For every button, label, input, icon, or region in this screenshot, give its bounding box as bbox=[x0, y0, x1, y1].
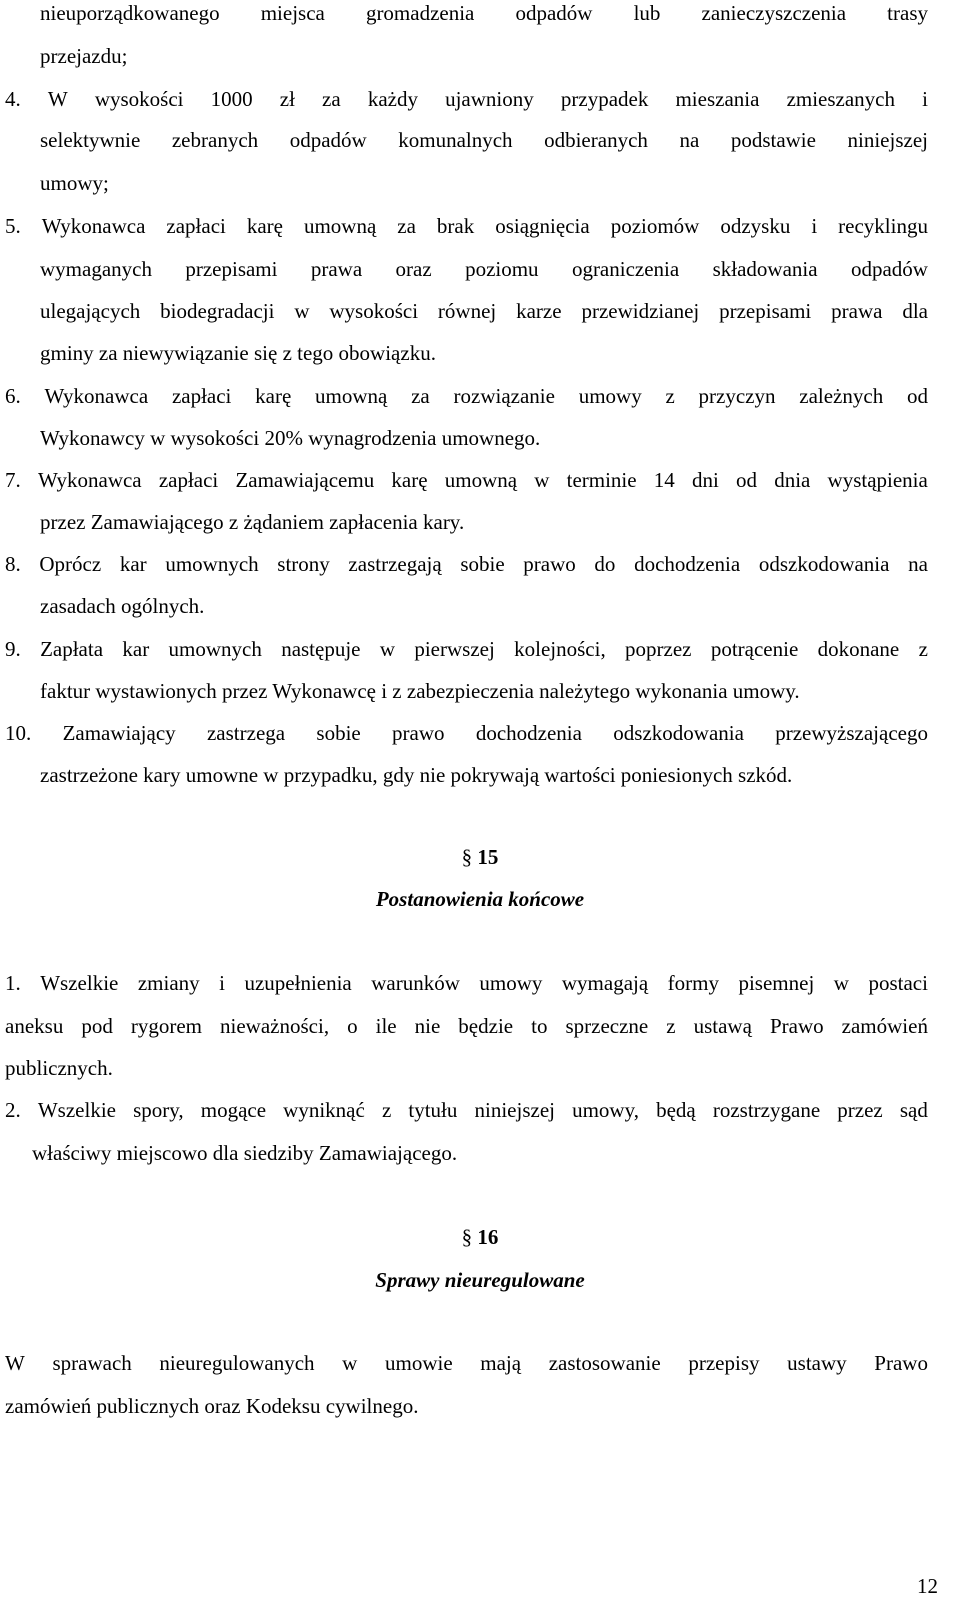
word: sprawach bbox=[52, 1351, 132, 1375]
text-line bbox=[5, 86, 928, 112]
word: osiągnięcia bbox=[495, 214, 590, 238]
word: z bbox=[665, 384, 675, 408]
word: 4. bbox=[5, 87, 21, 111]
word: Wszelkie bbox=[37, 1098, 116, 1122]
text-line bbox=[5, 970, 928, 996]
word: na bbox=[908, 552, 928, 576]
word: Prawo bbox=[874, 1351, 928, 1375]
text-line: przejazdu; bbox=[40, 44, 128, 68]
word: trasy bbox=[887, 1, 928, 25]
text-line: umowy; bbox=[40, 171, 109, 195]
word: postaci bbox=[868, 971, 928, 995]
section-15-title: Postanowienia końcowe bbox=[375, 887, 585, 911]
word: prawo bbox=[523, 552, 576, 576]
word: 8. bbox=[5, 552, 21, 576]
text-line: zasadach ogólnych. bbox=[40, 594, 205, 618]
word: uzupełnienia bbox=[244, 971, 352, 995]
word: formy bbox=[667, 971, 719, 995]
word: Zamawiającemu bbox=[235, 468, 375, 492]
word: przewyższającego bbox=[775, 721, 928, 745]
word: rozwiązanie bbox=[453, 384, 555, 408]
word: oraz bbox=[395, 257, 432, 281]
text-line: właściwy miejscowo dla siedziby Zamawiającego. bbox=[32, 1141, 458, 1165]
word: na bbox=[679, 128, 700, 152]
word: pierwszej bbox=[414, 637, 495, 661]
word: tytułu bbox=[408, 1098, 458, 1122]
text-line bbox=[5, 720, 928, 746]
text-line bbox=[40, 127, 928, 153]
text-line: gminy za niewywiązanie się z tego obowiązku. bbox=[40, 341, 436, 365]
word: odzysku bbox=[720, 214, 791, 238]
word: Wszelkie bbox=[40, 971, 119, 995]
word: każdy bbox=[367, 87, 418, 111]
text-line bbox=[40, 298, 928, 324]
word: z bbox=[666, 1014, 676, 1038]
text-line bbox=[5, 1097, 928, 1123]
word: odszkodowania bbox=[613, 721, 744, 745]
word: 2. bbox=[5, 1098, 21, 1122]
word: 14 bbox=[653, 468, 675, 492]
paragraph-sign: § bbox=[461, 1225, 473, 1249]
word: przyczyn bbox=[698, 384, 776, 408]
word: ustawy bbox=[787, 1351, 847, 1375]
section-number: 16 bbox=[477, 1225, 499, 1249]
word: ograniczenia bbox=[571, 257, 680, 281]
word: Prawo bbox=[769, 1014, 824, 1038]
word: karze bbox=[516, 299, 562, 323]
text-line bbox=[5, 467, 928, 493]
word: sobie bbox=[316, 721, 361, 745]
word: o bbox=[347, 1014, 358, 1038]
word: zapłaci bbox=[158, 468, 219, 492]
word: dochodzenia bbox=[475, 721, 582, 745]
word: wymagają bbox=[561, 971, 649, 995]
word: 7. bbox=[5, 468, 21, 492]
word: podstawie bbox=[730, 128, 816, 152]
word: lub bbox=[633, 1, 661, 25]
word: ustawą bbox=[693, 1014, 752, 1038]
word: dla bbox=[902, 299, 928, 323]
word: umowy, bbox=[572, 1098, 639, 1122]
word: mogące bbox=[200, 1098, 267, 1122]
word: odpadów bbox=[515, 1, 593, 25]
word: karę bbox=[391, 468, 428, 492]
word: 9. bbox=[5, 637, 21, 661]
word: nieuporządkowanego bbox=[40, 1, 220, 25]
word: spory, bbox=[133, 1098, 184, 1122]
word: Zamawiający bbox=[62, 721, 176, 745]
word: sprzeczne bbox=[565, 1014, 649, 1038]
word: zmiany bbox=[137, 971, 200, 995]
word: wyniknąć bbox=[283, 1098, 365, 1122]
word: przez bbox=[837, 1098, 883, 1122]
word: zastrzegają bbox=[348, 552, 442, 576]
word: zamówień bbox=[841, 1014, 928, 1038]
word: z bbox=[381, 1098, 392, 1122]
word: potrącenie bbox=[710, 637, 799, 661]
word: biodegradacji bbox=[160, 299, 275, 323]
word: dochodzenia bbox=[634, 552, 741, 576]
word: 5. bbox=[5, 214, 21, 238]
text-line bbox=[5, 1350, 928, 1376]
paragraph-sign: § bbox=[461, 845, 473, 869]
word: odpadów bbox=[289, 128, 367, 152]
word: W bbox=[47, 87, 68, 111]
word: umownych bbox=[168, 637, 262, 661]
word: umowną bbox=[444, 468, 518, 492]
word: umownych bbox=[165, 552, 259, 576]
word: dni bbox=[691, 468, 719, 492]
word: od bbox=[906, 384, 928, 408]
word: wysokości bbox=[94, 87, 184, 111]
word: mają bbox=[480, 1351, 522, 1375]
word: będzie bbox=[458, 1014, 514, 1038]
word: umowną bbox=[303, 214, 377, 238]
text-line: faktur wystawionych przez Wykonawcę i z zabezpieczenia należytego wykonania umowy. bbox=[40, 679, 800, 703]
word: niniejszej bbox=[474, 1098, 555, 1122]
word: sąd bbox=[899, 1098, 928, 1122]
word: gromadzenia bbox=[365, 1, 475, 25]
text-line bbox=[5, 383, 928, 409]
text-line: zastrzeżone kary umowne w przypadku, gdy nie pokrywają wartości poniesionych szkód. bbox=[40, 763, 793, 787]
word: prawo bbox=[392, 721, 445, 745]
word: poprzez bbox=[625, 637, 692, 661]
word: zapłaci bbox=[166, 214, 226, 238]
word: za bbox=[411, 384, 430, 408]
word: W bbox=[5, 1351, 25, 1375]
text-line bbox=[5, 551, 928, 577]
word: prawa bbox=[831, 299, 883, 323]
word: zastrzega bbox=[206, 721, 286, 745]
word: w bbox=[379, 637, 395, 661]
word: umowną bbox=[315, 384, 388, 408]
word: wysokości bbox=[329, 299, 419, 323]
word: odpadów bbox=[850, 257, 928, 281]
text-line bbox=[40, 256, 928, 282]
word: sobie bbox=[460, 552, 505, 576]
word: rozstrzygane bbox=[712, 1098, 821, 1122]
word: miejsca bbox=[260, 1, 325, 25]
word: w bbox=[342, 1351, 358, 1375]
word: 10. bbox=[5, 721, 32, 745]
word: recyklingu bbox=[838, 214, 928, 238]
word: przewidzianej bbox=[581, 299, 700, 323]
text-line: publicznych. bbox=[5, 1056, 113, 1080]
word: umowy bbox=[578, 384, 642, 408]
word: karę bbox=[246, 214, 283, 238]
word: mieszania bbox=[675, 87, 760, 111]
text-line bbox=[5, 1013, 928, 1039]
word: terminie bbox=[566, 468, 637, 492]
word: rygorem bbox=[130, 1014, 203, 1038]
word: i bbox=[219, 971, 225, 995]
word: przypadek bbox=[560, 87, 649, 111]
word: od bbox=[736, 468, 757, 492]
word: przepisami bbox=[719, 299, 812, 323]
text-line bbox=[40, 0, 928, 26]
word: za bbox=[397, 214, 416, 238]
word: umowy bbox=[479, 971, 543, 995]
word: Wykonawca bbox=[37, 468, 142, 492]
word: zł bbox=[279, 87, 295, 111]
word: do bbox=[594, 552, 616, 576]
word: pod bbox=[81, 1014, 113, 1038]
text-line bbox=[5, 213, 928, 239]
word: kar bbox=[122, 637, 150, 661]
word: komunalnych bbox=[398, 128, 513, 152]
word: nieuregulowanych bbox=[159, 1351, 315, 1375]
word: brak bbox=[436, 214, 475, 238]
word: nie bbox=[414, 1014, 441, 1038]
word: Wykonawca bbox=[44, 384, 149, 408]
word: dnia bbox=[774, 468, 811, 492]
word: aneksu bbox=[5, 1014, 64, 1038]
word: poziomów bbox=[610, 214, 700, 238]
word: wystąpienia bbox=[827, 468, 928, 492]
word: będą bbox=[656, 1098, 696, 1122]
word: Wykonawca bbox=[41, 214, 146, 238]
word: karę bbox=[255, 384, 292, 408]
word: kolejności, bbox=[514, 637, 606, 661]
word: nieważności, bbox=[220, 1014, 330, 1038]
word: przepisami bbox=[185, 257, 278, 281]
word: selektywnie bbox=[40, 128, 141, 152]
section-15-heading bbox=[0, 843, 960, 871]
word: kar bbox=[119, 552, 147, 576]
word: strony bbox=[277, 552, 330, 576]
word: umowie bbox=[384, 1351, 453, 1375]
word: ujawniony bbox=[445, 87, 534, 111]
text-line: Wykonawcy w wysokości 20% wynagrodzenia umownego. bbox=[40, 426, 541, 450]
word: zmieszanych bbox=[786, 87, 896, 111]
word: Zapłata bbox=[40, 637, 104, 661]
word: za bbox=[322, 87, 341, 111]
word: pisemnej bbox=[738, 971, 815, 995]
word: i bbox=[811, 214, 818, 238]
word: dokonane bbox=[817, 637, 900, 661]
word: wymaganych bbox=[40, 257, 152, 281]
word: Oprócz bbox=[39, 552, 102, 576]
word: przepisy bbox=[688, 1351, 760, 1375]
word: zebranych bbox=[171, 128, 259, 152]
word: i bbox=[922, 87, 928, 111]
word: w bbox=[294, 299, 310, 323]
word: składowania bbox=[712, 257, 818, 281]
page-number: 12 bbox=[917, 1574, 938, 1598]
word: niniejszej bbox=[847, 128, 928, 152]
text-line bbox=[5, 636, 928, 662]
word: to bbox=[531, 1014, 548, 1038]
section-16-title: Sprawy nieuregulowane bbox=[375, 1268, 585, 1292]
word: 1000 bbox=[210, 87, 253, 111]
word: 6. bbox=[5, 384, 21, 408]
word: zastosowanie bbox=[548, 1351, 661, 1375]
word: zależnych bbox=[799, 384, 884, 408]
word: 1. bbox=[5, 971, 21, 995]
word: ile bbox=[375, 1014, 397, 1038]
word: warunków bbox=[371, 971, 460, 995]
word: w bbox=[833, 971, 849, 995]
word: zapłaci bbox=[171, 384, 232, 408]
word: następuje bbox=[281, 637, 361, 661]
text-line: przez Zamawiającego z żądaniem zapłacenia kary. bbox=[40, 510, 465, 534]
word: poziomu bbox=[465, 257, 539, 281]
word: prawa bbox=[310, 257, 363, 281]
section-number: 15 bbox=[477, 845, 499, 869]
word: odbieranych bbox=[544, 128, 648, 152]
section-16-heading bbox=[0, 1223, 960, 1251]
word: zanieczyszczenia bbox=[701, 1, 847, 25]
word: odszkodowania bbox=[758, 552, 890, 576]
word: równej bbox=[437, 299, 497, 323]
word: z bbox=[918, 637, 928, 661]
word: w bbox=[534, 468, 550, 492]
word: ulegających bbox=[40, 299, 141, 323]
text-line: zamówień publicznych oraz Kodeksu cywilnego. bbox=[5, 1394, 419, 1418]
